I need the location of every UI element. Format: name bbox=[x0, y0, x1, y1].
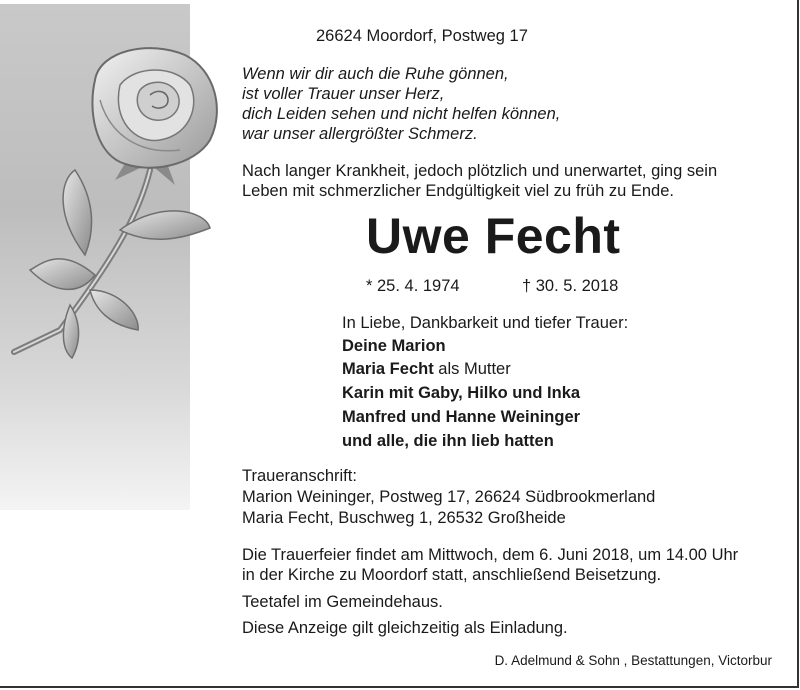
mourner-line: Deine Marion bbox=[342, 337, 446, 355]
mourner-relation: als Mutter bbox=[433, 360, 511, 378]
ceremony-line: Die Trauerfeier findet am Mittwoch, dem 6. Juni 2018, um 14.00 Uhr bbox=[242, 546, 739, 564]
poem-line: ist voller Trauer unser Herz, bbox=[242, 85, 445, 103]
address-line: Maria Fecht, Buschweg 1, 26532 Großheide bbox=[242, 509, 566, 527]
ceremony-line: in der Kirche zu Moordorf statt, anschließend Beisetzung. bbox=[242, 566, 662, 584]
intro-line: Nach langer Krankheit, jedoch plötzlich und unerwartet, ging sein bbox=[242, 162, 718, 180]
mourner-line: und alle, die ihn lieb hatten bbox=[342, 432, 554, 450]
undertaker-credit: D. Adelmund & Sohn , Bestattungen, Victorbur bbox=[494, 653, 772, 668]
mourner-line bbox=[342, 359, 511, 379]
mourner-line: Manfred und Hanne Weininger bbox=[342, 408, 581, 426]
mourner-name: Maria Fecht bbox=[342, 360, 434, 378]
intro-line: Leben mit schmerzlicher Endgültigkeit viel zu früh zu Ende. bbox=[242, 182, 674, 200]
address-line: Marion Weininger, Postweg 17, 26624 Südbrookmerland bbox=[242, 488, 656, 506]
mourner-line: Karin mit Gaby, Hilko und Inka bbox=[342, 384, 581, 402]
address-label: Traueranschrift: bbox=[242, 467, 357, 485]
birth-date: * 25. 4. 1974 bbox=[366, 277, 460, 295]
invitation-note: Diese Anzeige gilt gleichzeitig als Einladung. bbox=[242, 619, 568, 637]
poem-line: war unser allergrößter Schmerz. bbox=[242, 125, 478, 143]
poem-line: dich Leiden sehen und nicht helfen können, bbox=[242, 105, 561, 123]
mourners-lead: In Liebe, Dankbarkeit und tiefer Trauer: bbox=[342, 314, 629, 332]
deceased-name: Uwe Fecht bbox=[366, 208, 621, 264]
header-address: 26624 Moordorf, Postweg 17 bbox=[316, 27, 528, 45]
tea-note: Teetafel im Gemeindehaus. bbox=[242, 593, 443, 611]
rose-illustration bbox=[0, 40, 240, 370]
poem-line: Wenn wir dir auch die Ruhe gönnen, bbox=[242, 65, 509, 83]
death-date: † 30. 5. 2018 bbox=[522, 277, 619, 295]
